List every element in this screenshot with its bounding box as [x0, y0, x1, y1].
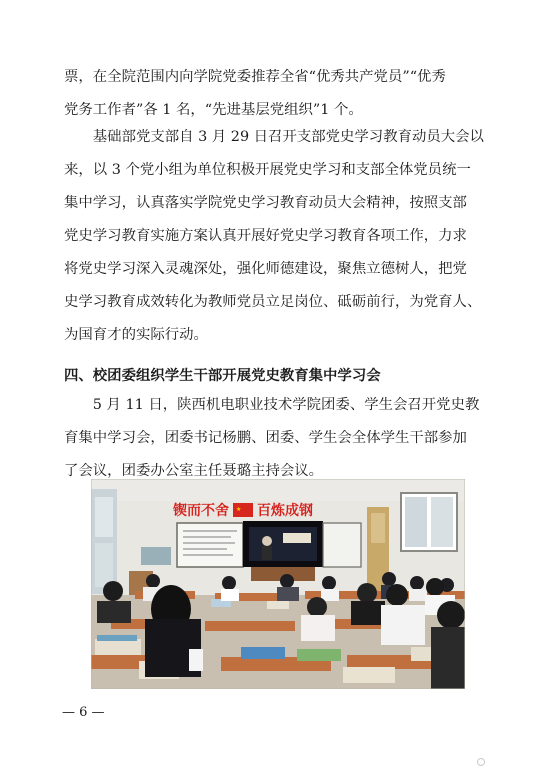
text-line: 基础部党支部自 3 月 29 日召开支部党史学习教育动员大会以	[64, 129, 484, 145]
text-line: 将党史学习深入灵魂深处，强化师德建设，聚焦立德树人，把党	[64, 261, 467, 277]
page-number: — 6 —	[62, 705, 105, 720]
text-line: 来，以 3 个党小组为单位积极开展党史学习和支部全体党员统一	[64, 162, 471, 178]
text-line: 集中学习，认真落实学院党史学习教育动员大会精神，按照支部	[64, 195, 467, 211]
text-line: 为国育才的实际行动。	[64, 327, 208, 343]
banner-right-text: 百炼成钢	[257, 503, 313, 519]
text-line: 育集中学习会，团委书记杨鹏、团委、学生会全体学生干部参加	[64, 430, 467, 446]
classroom-photo	[91, 479, 465, 689]
text-line: 史学习教育成效转化为教师党员立足岗位、砥砺前行，为党育人、	[64, 294, 482, 310]
text-line: 票，在全院范围内向学院党委推荐全省“优秀共产党员”“优秀	[64, 69, 446, 85]
svg-text:★: ★	[236, 506, 242, 513]
text-line: 党史学习教育实施方案认真开展好党史学习教育各项工作，力求	[64, 228, 467, 244]
text-line: 了会议，团委办公室主任聂璐主持会议。	[64, 463, 324, 479]
paragraph-youth-league	[64, 389, 480, 488]
paragraph-recommendation	[64, 61, 480, 127]
text-line: 党务工作者”各 1 名，“先进基层党组织”1 个。	[64, 102, 363, 118]
section-heading: 四、校团委组织学生干部开展党史教育集中学习会	[64, 368, 381, 384]
paragraph-basic-dept	[64, 121, 484, 352]
text-line: 5 月 11 日，陕西机电职业技术学院团委、学生会召开党史教	[64, 397, 480, 413]
corner-mark-icon	[477, 758, 485, 766]
banner-left-text: 锲而不舍	[173, 503, 229, 519]
